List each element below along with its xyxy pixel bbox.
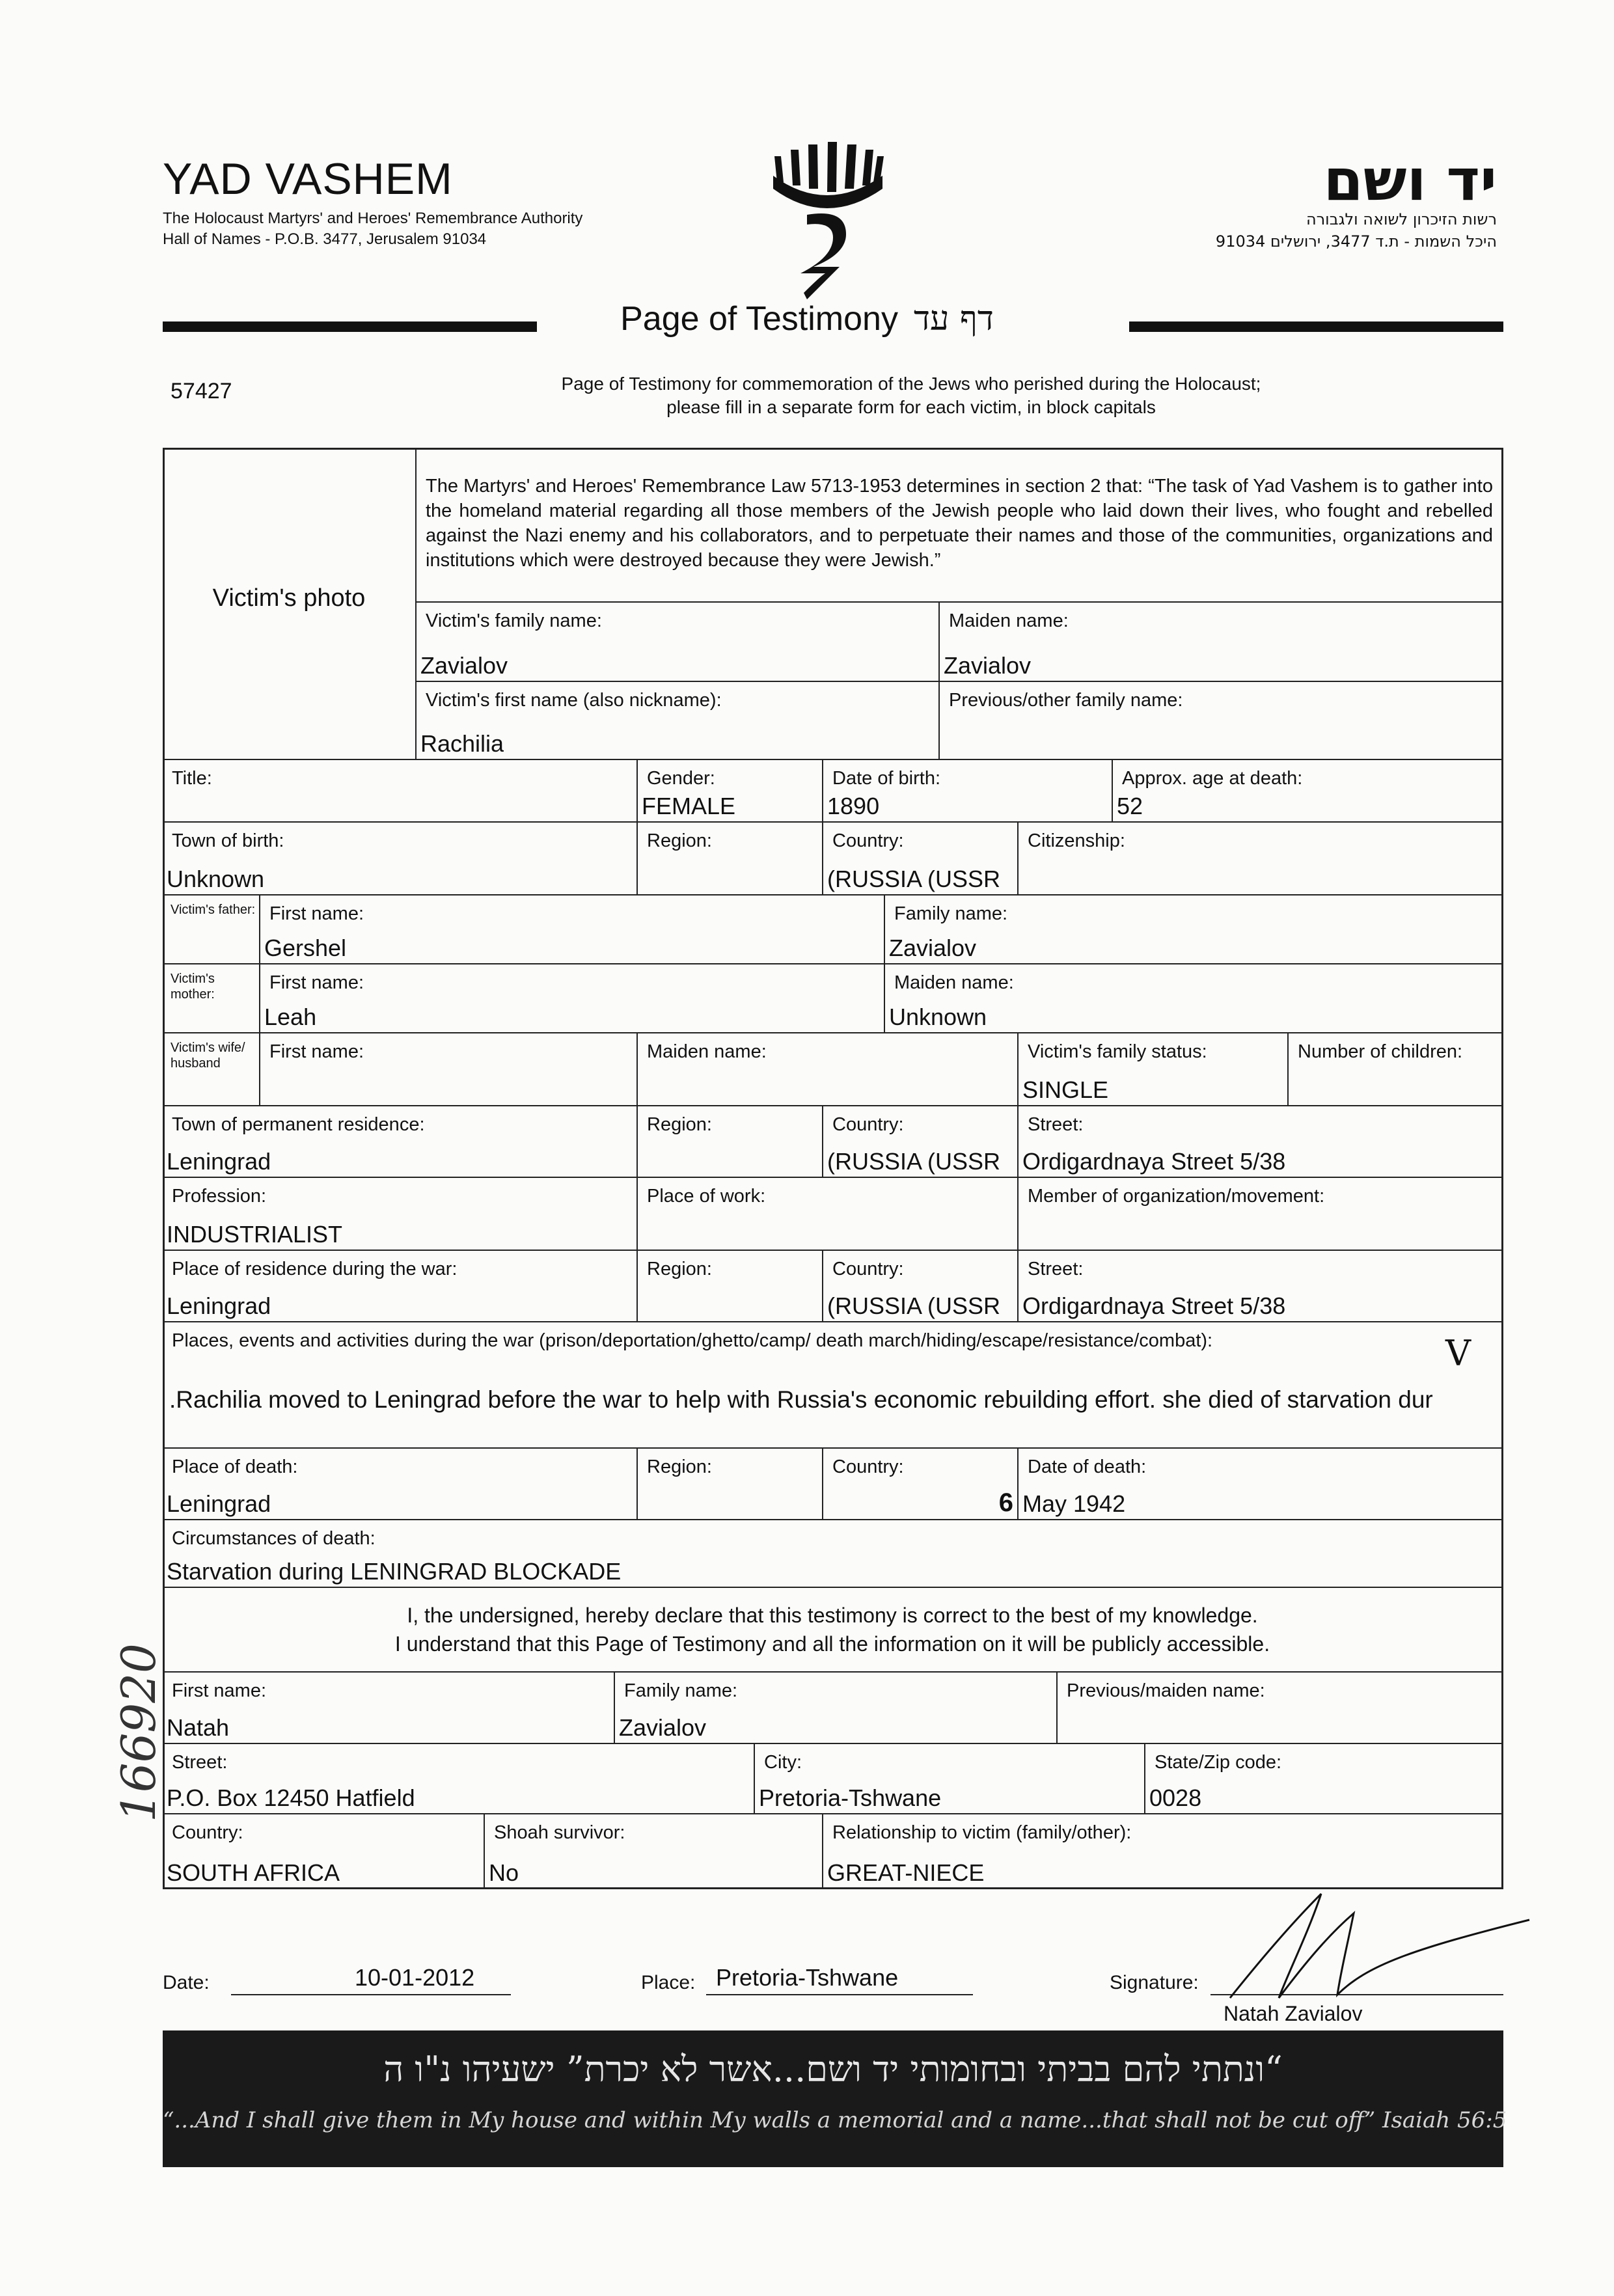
spouse-maiden-name-field[interactable] <box>638 1033 1019 1106</box>
submitter-previous-name-label: Previous/maiden name: <box>1067 1680 1265 1701</box>
victim-family-name-label: Victim's family name: <box>426 610 602 631</box>
submitter-city-label: City: <box>764 1752 802 1773</box>
declaration-line1: I, the undersigned, hereby declare that this testimony is correct to the best of my knowledge. <box>407 1604 1258 1627</box>
father-first-name-field[interactable] <box>260 895 885 964</box>
mother-first-name-value: Leah <box>264 1004 317 1030</box>
submitter-country-field[interactable] <box>163 1814 485 1889</box>
war-residence-label: Place of residence during the war: <box>172 1259 458 1279</box>
shoah-survivor-field[interactable] <box>485 1814 823 1889</box>
war-events-field[interactable] <box>163 1322 1503 1449</box>
mother-first-name-label: First name: <box>269 972 364 993</box>
residence-country-value: (RUSSIA (USSR <box>827 1148 1001 1175</box>
residence-region-field[interactable] <box>638 1106 823 1178</box>
victim-first-name-field[interactable] <box>417 682 940 760</box>
date-of-birth-field[interactable] <box>823 760 1113 823</box>
date-of-birth-label: Date of birth: <box>832 768 941 789</box>
member-organization-field[interactable] <box>1019 1178 1503 1251</box>
member-organization-label: Member of organization/movement: <box>1028 1186 1325 1207</box>
place-of-death-value: Leningrad <box>167 1490 271 1517</box>
spouse-first-name-field[interactable] <box>260 1033 638 1106</box>
shoah-survivor-label: Shoah survivor: <box>494 1822 625 1843</box>
previous-family-name-label: Previous/other family name: <box>949 690 1183 711</box>
declaration-line2: I understand that this Page of Testimony and all the information on it will be publicly accessible. <box>394 1632 1270 1656</box>
place-value: Pretoria-Tshwane <box>716 1964 899 1991</box>
permanent-residence-label: Town of permanent residence: <box>172 1114 425 1135</box>
gender-label: Gender: <box>647 768 715 789</box>
citizenship-label: Citizenship: <box>1028 830 1125 851</box>
residence-country-label: Country: <box>832 1114 904 1135</box>
citizenship-field[interactable] <box>1019 823 1503 895</box>
submitter-street-field[interactable] <box>163 1744 755 1814</box>
gender-value: FEMALE <box>642 793 736 819</box>
submitter-first-name-field[interactable] <box>163 1673 615 1744</box>
declaration-text <box>163 1601 1502 1658</box>
birth-country-field[interactable] <box>823 823 1019 895</box>
death-country-label: Country: <box>832 1456 904 1477</box>
gender-field[interactable] <box>638 760 823 823</box>
mother-row-label-box <box>163 964 260 1033</box>
place-of-work-label: Place of work: <box>647 1186 766 1207</box>
law-text-box <box>417 448 1503 603</box>
handwritten-id: 166920 <box>111 1643 166 1822</box>
intro-line2: please fill in a separate form for each victim, in block capitals <box>666 397 1156 417</box>
date-line <box>231 1994 511 1995</box>
submitter-city-value: Pretoria-Tshwane <box>759 1784 942 1811</box>
submitter-previous-name-field[interactable] <box>1058 1673 1503 1744</box>
place-of-death-field[interactable] <box>163 1449 638 1520</box>
residence-region-label: Region: <box>647 1114 712 1135</box>
relationship-value: GREAT-NIECE <box>827 1859 985 1886</box>
father-row-label: Victim's father: <box>171 903 256 917</box>
submitter-family-name-value: Zavialov <box>619 1714 707 1741</box>
place-of-death-label: Place of death: <box>172 1456 298 1477</box>
war-street-value: Ordigardnaya Street 5/38 <box>1022 1292 1286 1319</box>
shoah-survivor-value: No <box>489 1859 519 1886</box>
father-row-label-box <box>163 895 260 964</box>
birth-region-field[interactable] <box>638 823 823 895</box>
victim-photo-box <box>163 448 417 760</box>
place-of-work-field[interactable] <box>638 1178 1019 1251</box>
age-at-death-value: 52 <box>1117 793 1143 819</box>
residence-street-value: Ordigardnaya Street 5/38 <box>1022 1148 1286 1175</box>
page-title <box>0 299 1614 338</box>
law-text: The Martyrs' and Heroes' Remembrance Law 5713-1953 determines in section 2 that: “The task of Yad Vashem is to gather into the homeland material regarding all those members of the Jewish people who laid down their lives, who fought and rebelled against the Nazi enemy and his collaborators, and to perpetuate their names and those of the communities, organizations and institutions which were destroyed because they were Jewish.” <box>426 476 1493 571</box>
submitter-first-name-label: First name: <box>172 1680 267 1701</box>
war-street-field[interactable] <box>1019 1251 1503 1322</box>
hebrew-subtitle-line1: רשות הזיכרון לשואה ולגבורה <box>1306 210 1497 228</box>
date-of-death-value: May 1942 <box>1022 1490 1126 1517</box>
town-of-birth-value: Unknown <box>167 866 265 892</box>
death-country-field[interactable] <box>823 1449 1019 1520</box>
residence-country-field[interactable] <box>823 1106 1019 1178</box>
scripture-banner <box>163 2030 1507 2167</box>
spouse-row-label-box <box>163 1033 260 1106</box>
war-events-label: Places, events and activities during the war (prison/deportation/ghetto/camp/ death march/hiding/escape/resistance/combat): <box>172 1330 1213 1351</box>
father-family-name-label: Family name: <box>894 903 1008 924</box>
submitter-first-name-value: Natah <box>167 1714 230 1741</box>
place-line <box>706 1994 973 1995</box>
submitter-country-value: SOUTH AFRICA <box>167 1859 340 1886</box>
org-subtitle-line1: The Holocaust Martyrs' and Heroes' Remembrance Authority <box>163 210 583 227</box>
date-of-death-label: Date of death: <box>1028 1456 1147 1477</box>
circumstances-of-death-field[interactable] <box>163 1520 1503 1588</box>
birth-country-label: Country: <box>832 830 904 851</box>
war-country-value: (RUSSIA (USSR <box>827 1292 1001 1319</box>
spouse-maiden-name-label: Maiden name: <box>647 1041 767 1062</box>
org-subtitle-line2: Hall of Names - P.O.B. 3477, Jerusalem 91034 <box>163 230 487 248</box>
document-number: 57427 <box>171 379 232 403</box>
date-of-death-field[interactable] <box>1019 1449 1503 1520</box>
declaration-box <box>163 1588 1503 1673</box>
submitter-city-field[interactable] <box>755 1744 1145 1814</box>
war-region-label: Region: <box>647 1259 712 1279</box>
death-region-field[interactable] <box>638 1449 823 1520</box>
mother-row-label: Victim's mother: <box>171 972 215 1002</box>
war-residence-value: Leningrad <box>167 1292 271 1319</box>
submitter-family-name-label: Family name: <box>624 1680 738 1701</box>
relationship-label: Relationship to victim (family/other): <box>832 1822 1132 1843</box>
title-field[interactable] <box>163 760 638 823</box>
date-label: Date: <box>163 1972 210 1993</box>
age-at-death-label: Approx. age at death: <box>1122 768 1303 789</box>
father-family-name-value: Zavialov <box>889 935 977 961</box>
family-status-field[interactable] <box>1019 1033 1289 1106</box>
town-of-birth-field[interactable] <box>163 823 638 895</box>
number-of-children-label: Number of children: <box>1298 1041 1463 1062</box>
submitter-country-label: Country: <box>172 1822 243 1843</box>
spouse-row-label: Victim's wife/ husband <box>171 1041 245 1071</box>
submitter-zip-value: 0028 <box>1149 1784 1202 1811</box>
banner-english: “...And I shall give them in My house and within My walls a memorial and a name...that shall not be cut off” Isaiah 56:5 <box>163 2107 1507 2133</box>
permanent-residence-value: Leningrad <box>167 1148 271 1175</box>
signature-scribble <box>1217 1887 1542 2017</box>
submitter-street-value: P.O. Box 12450 Hatfield <box>167 1784 415 1811</box>
death-region-label: Region: <box>647 1456 712 1477</box>
mother-maiden-name-label: Maiden name: <box>894 972 1014 993</box>
intro-line1: Page of Testimony for commemoration of the Jews who perished during the Holocaust; <box>561 374 1261 394</box>
residence-street-label: Street: <box>1028 1114 1084 1135</box>
victim-family-name-value: Zavialov <box>420 652 508 679</box>
father-family-name-field[interactable] <box>885 895 1503 964</box>
mother-first-name-field[interactable] <box>260 964 885 1033</box>
hebrew-org-title: יד ושם <box>1323 146 1497 213</box>
birth-country-value: (RUSSIA (USSR <box>827 866 1001 892</box>
signature-label: Signature: <box>1110 1972 1199 1993</box>
submitter-street-label: Street: <box>172 1752 228 1773</box>
relationship-field[interactable] <box>823 1814 1503 1889</box>
org-title: YAD VASHEM <box>163 154 453 204</box>
org-subtitle <box>163 208 582 250</box>
testimony-form <box>163 448 1503 1889</box>
intro-text <box>390 372 1432 419</box>
permanent-residence-field[interactable] <box>163 1106 638 1178</box>
hebrew-org-subtitle <box>1216 208 1497 253</box>
checkmark: V <box>1445 1333 1471 1374</box>
profession-label: Profession: <box>172 1186 267 1207</box>
circumstances-of-death-label: Circumstances of death: <box>172 1528 376 1549</box>
page-title-hebrew: דף עד <box>913 299 994 338</box>
mother-maiden-name-field[interactable] <box>885 964 1503 1033</box>
victim-maiden-name-label: Maiden name: <box>949 610 1069 631</box>
family-status-value: SINGLE <box>1022 1076 1109 1103</box>
profession-value: INDUSTRIALIST <box>167 1221 343 1248</box>
war-residence-field[interactable] <box>163 1251 638 1322</box>
place-label: Place: <box>641 1972 696 1993</box>
page-title-english: Page of Testimony <box>620 300 898 338</box>
war-country-label: Country: <box>832 1259 904 1279</box>
submitter-zip-label: State/Zip code: <box>1155 1752 1282 1773</box>
yad-vashem-logo-icon <box>768 137 885 306</box>
war-region-field[interactable] <box>638 1251 823 1322</box>
residence-street-field[interactable] <box>1019 1106 1503 1178</box>
father-first-name-label: First name: <box>269 903 364 924</box>
war-events-text: .Rachilia moved to Leningrad before the war to help with Russia's economic rebuilding effort. she died of starvation dur <box>169 1386 1433 1413</box>
death-day-value: 6 <box>998 1488 1013 1517</box>
victim-family-name-field[interactable] <box>417 603 940 682</box>
birth-region-label: Region: <box>647 830 712 851</box>
war-street-label: Street: <box>1028 1259 1084 1279</box>
victim-maiden-name-value: Zavialov <box>944 652 1032 679</box>
profession-field[interactable] <box>163 1178 638 1251</box>
town-of-birth-label: Town of birth: <box>172 830 284 851</box>
age-at-death-field[interactable] <box>1113 760 1503 823</box>
war-country-field[interactable] <box>823 1251 1019 1322</box>
victim-photo-label: Victim's photo <box>212 584 366 612</box>
title-label: Title: <box>172 768 212 789</box>
number-of-children-field[interactable] <box>1289 1033 1503 1106</box>
victim-first-name-value: Rachilia <box>420 730 504 757</box>
date-value: 10-01-2012 <box>355 1964 475 1991</box>
spouse-first-name-label: First name: <box>269 1041 364 1062</box>
previous-family-name-field[interactable] <box>940 682 1503 760</box>
victim-first-name-label: Victim's first name (also nickname): <box>426 690 722 711</box>
hebrew-subtitle-line2: היכל השמות - ת.ד 3477, ירושלים 91034 <box>1215 232 1497 251</box>
submitter-family-name-field[interactable] <box>615 1673 1058 1744</box>
date-of-birth-value: 1890 <box>827 793 880 819</box>
mother-maiden-name-value: Unknown <box>889 1004 987 1030</box>
victim-maiden-name-field[interactable] <box>940 603 1503 682</box>
family-status-label: Victim's family status: <box>1028 1041 1207 1062</box>
submitter-zip-field[interactable] <box>1145 1744 1503 1814</box>
father-first-name-value: Gershel <box>264 935 347 961</box>
signature-name: Natah Zavialov <box>1224 2002 1363 2025</box>
circumstances-of-death-value: Starvation during LENINGRAD BLOCKADE <box>167 1558 622 1585</box>
handwritten-id-svg <box>104 1627 176 1835</box>
banner-hebrew: “ונתתי להם בביתי ובחומותי יד ושם...אשר לא יכרת” ישעיהו נ"ו ה <box>383 2049 1283 2090</box>
